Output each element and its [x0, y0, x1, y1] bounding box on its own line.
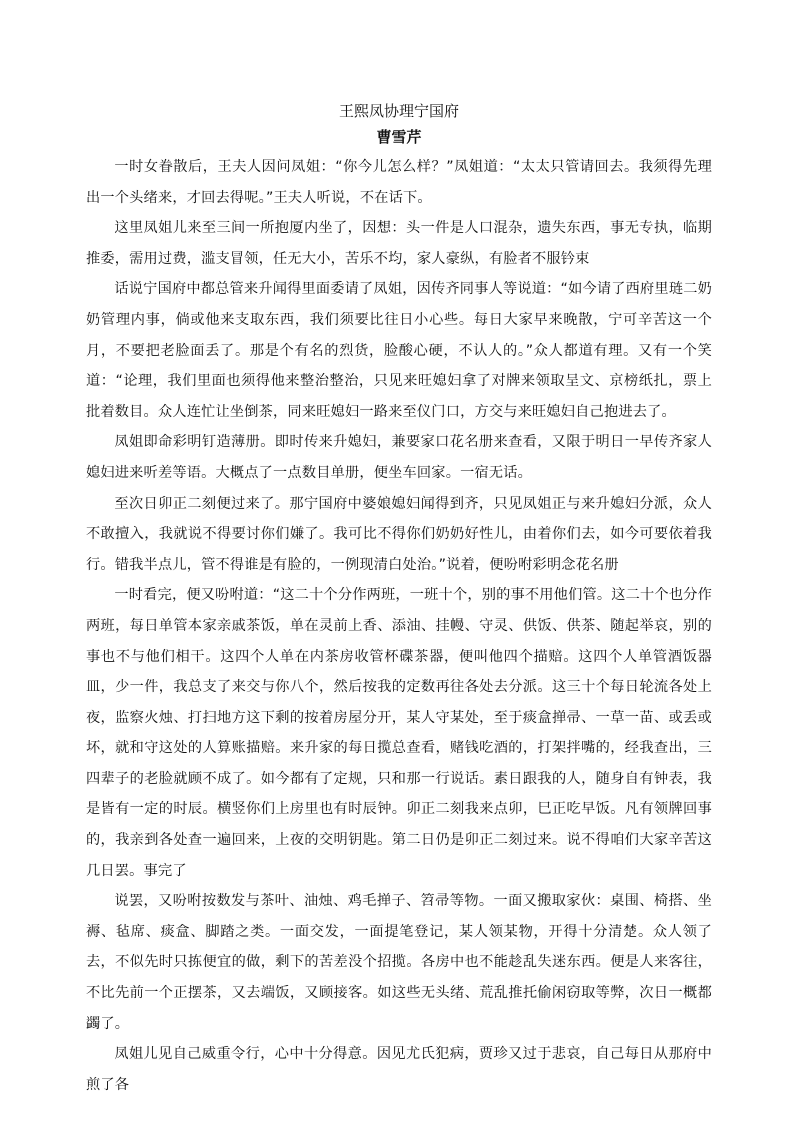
- paragraph-2: 这里凤姐儿来至三间一所抱厦内坐了，因想：头一件是人口混杂，遗失东西，事无专执，临期推委，需用过费，滥支冒领，任无大小，苦乐不均，家人豪纵，有脸者不服钤束: [86, 220, 712, 267]
- paragraph-6: 一时看完，便又吩咐道：“这二十个分作两班，一班十个，别的事不用他们管。这二十个也分作两班，每日单管本家亲戚茶饭，单在灵前上香、添油、挂幔、守灵、供饭、供茶、随起举哀，别的事也不与他们相干。这四个人单在内茶房收管杯碟茶器，便叫他四个描赔。这四个人单管酒饭器皿，少一件，我总支了来交与你八个，然后按我的定数再往各处去分派。这三十个每日轮流各处上夜，监察火烛、打扫地方这下剩的按着房屋分开，某人守某处，至于痰盒掸帚、一草一苗、或丢或坏，就和守这处的人算账描赔。来升家的每日揽总查看，赌钱吃酒的，打架拌嘴的，经我查出，三四辈子的老脸就顾不成了。如今都有了定规，只和那一行说话。素日跟我的人，随身自有钟表，我是皆有一定的时辰。横竖你们上房里也有时辰钟。卯正二刻我来点卯，巳正吃早饭。凡有领牌回事的，我亲到各处查一遍回来，上夜的交明钥匙。第二日仍是卯正二刻过来。说不得咱们大家辛苦这几日罢。事完了: [86, 587, 712, 879]
- paragraph-3: 话说宁国府中都总管来升闻得里面委请了凤姐，因传齐同事人等说道：“如今请了西府里琏二奶奶管理内事，倘或他来支取东西，我们须要比往日小心些。每日大家早来晚散，宁可辛苦这一个月，不要把老脸面丢了。那是个有名的烈货，脸酸心硬，不认人的。”众人都道有理。又有一个笑道：“论理，我们里面也须得他来整治整治，只见来旺媳妇拿了对牌来领取呈文、京榜纸扎，票上批着数目。众人连忙让坐倒茶，同来旺媳妇一路来至仪门口，方交与来旺媳妇自己抱进去了。: [86, 281, 713, 420]
- paragraph-8: 凤姐儿见自己威重令行，心中十分得意。因见尤氏犯病，贾珍又过于悲哀，自己每日从那府中煎了各: [86, 1046, 712, 1093]
- paragraph-5: 至次日卯正二刻便过来了。那宁国府中婆娘媳妇闻得到齐，只见凤姐正与来升媳妇分派，众人不敢擅入，我就说不得要讨你们嫌了。我可比不得你们奶奶好性儿，由着你们去，如今可要依着我行。错我半点儿，管不得谁是有脸的，一例现清白处治。”说着，便吩咐彩明念花名册: [86, 495, 712, 573]
- document-body: [86, 100, 712, 1100]
- paragraph-1: 一时女眷散后，王夫人因问凤姐：“你今儿怎么样？”凤姐道：“太太只管请回去。我须得先理出一个头绪来，才回去得呢。”王夫人听说，不在话下。: [86, 159, 712, 206]
- document-title: 王熙凤协理宁国府: [338, 102, 459, 120]
- paragraph-7: 说罢，又吩咐按数发与茶叶、油烛、鸡毛掸子、笤帚等物。一面又搬取家伙：桌围、椅搭、坐褥、毡席、痰盒、脚踏之类。一面交发，一面提笔登记，某人领某物，开得十分清楚。众人领了去，不似先时只拣便宜的做，剩下的苦差没个招揽。各房中也不能趁乱失迷东西。便是人来客往，不比先前一个正摆茶，又去端饭，又顾接客。如这些无头绪、荒乱推托偷闲窃取等弊，次日一概都蠲了。: [86, 893, 712, 1032]
- document-author: 曹雪芹: [376, 128, 422, 146]
- paragraph-4: 凤姐即命彩明钉造薄册。即时传来升媳妇，兼要家口花名册来查看，又限于明日一早传齐家人媳妇进来听差等语。大概点了一点数目单册，便坐车回家。一宿无话。: [86, 434, 712, 481]
